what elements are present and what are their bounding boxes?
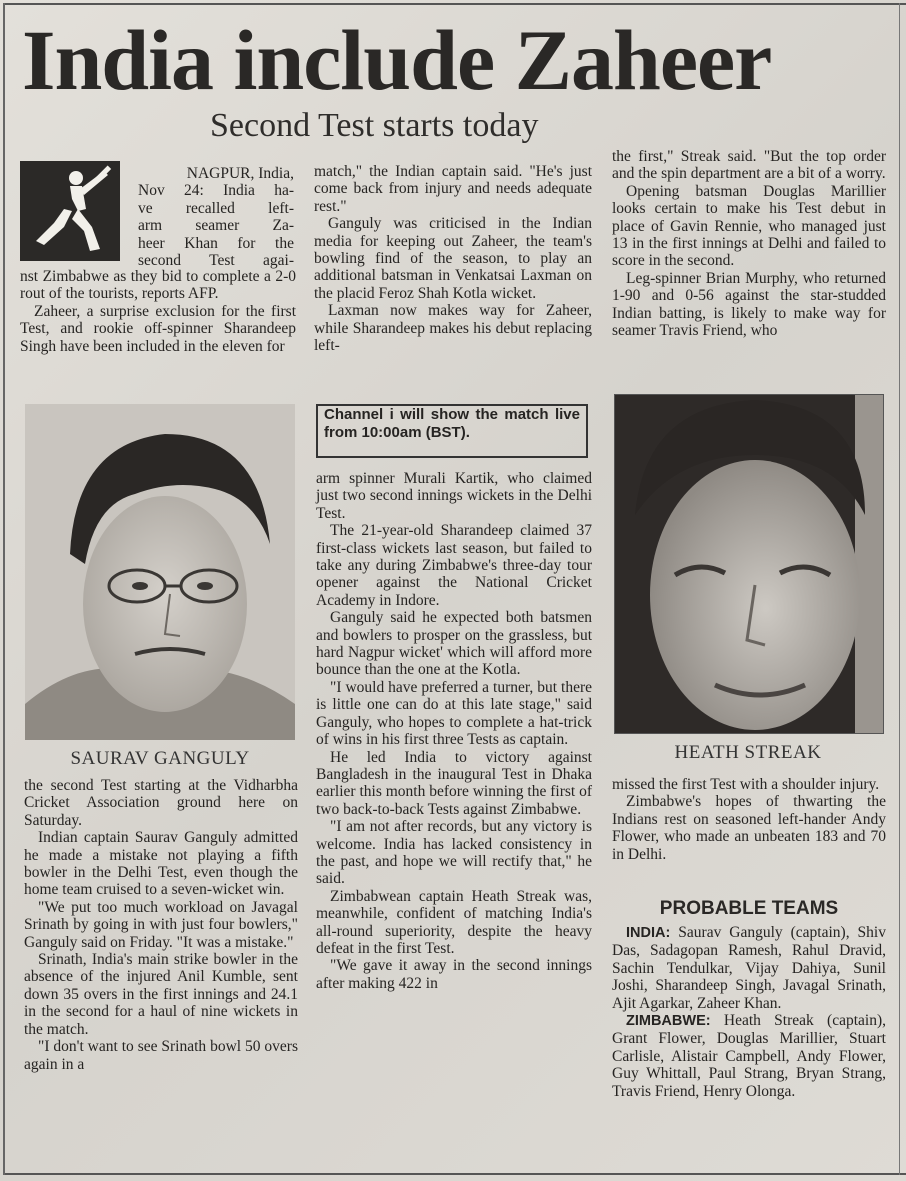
dateline-line: Nov 24: India ha- [138,182,294,200]
subheadline: Second Test starts today [210,107,539,144]
article-column-3-top [612,148,886,339]
team-players: Heath Streak (captain), Grant Flower, Douglas Marillier, Stuart Carlisle, Alistair Campbell, Andy Flower, Guy Whittall, Paul Strang, Bryan Strang, Travis Friend, Henry Olonga. [612,1012,887,1100]
bottom-border-rule [4,1173,906,1175]
photo-caption: HEATH STREAK [674,742,822,763]
article-column-3-bottom [612,776,886,863]
photo-caption: SAURAV GANGULY [70,748,250,769]
paragraph: He led India to victory against Bangladesh in the inaugural Test in Dhaka earlier this month before winning the first of two back-to-back Tests against Zimbabwe. [316,748,592,818]
left-border-rule [3,3,5,1175]
paragraph: match," the Indian captain said. "He's just come back from injury and needs adequate rest." [314,163,592,215]
paragraph: Indian captain Saurav Ganguly admitted he made a mistake not playing a fifth bowler in the Delhi Test, even though the home team cruised to a seven-wicket win. [24,829,298,899]
zimbabwe-team [612,1012,886,1100]
paragraph: nst Zimbabwe as they bid to complete a 2-0 rout of the tourists, reports AFP. [20,268,296,303]
paragraph: missed the first Test with a shoulder injury. [612,776,880,793]
paragraph: "We put too much workload on Javagal Srinath by going in with just four bowlers," Ganguly said on Friday. "It was a mistake." [24,898,298,951]
paragraph: "I would have preferred a turner, but there is little one can do at this late stage," said Ganguly, who hopes to complete a hat-trick of wins in his first three Tests as captain. [316,678,592,749]
article-column-2-top [314,163,592,354]
dateline-line: ve recalled left- [138,199,294,217]
team-label: ZIMBABWE: [626,1013,711,1030]
ganguly-photo [25,404,295,740]
paragraph: arm spinner Murali Kartik, who claimed just two second innings wickets in the Delhi Test. [316,470,592,522]
broadcast-info-box: Channel i will show the match live from 10:00am (BST). [316,404,588,458]
dateline-line: arm seamer Za- [138,217,294,235]
paragraph: "We gave it away in the second innings after making 422 in [316,957,592,992]
paragraph: Ganguly said he expected both batsmen and bowlers to prosper on the grassless, but hard Nagpur wicket' which will afford more bounce than the one at the Kotla. [316,609,592,679]
paragraph: Laxman now makes way for Zaheer, while Sharandeep makes his debut replacing left- [314,302,592,355]
article-column-2-bottom [316,470,592,992]
paragraph: the first," Streak said. "But the top order and the spin department are a bit of a worry. [612,148,886,183]
paragraph: the second Test starting at the Vidharbha Cricket Association ground here on Saturday. [24,777,298,829]
paragraph: Zaheer, a surprise exclusion for the first Test, and rookie off-spinner Sharandeep Singh have been included in the eleven for [20,302,296,355]
right-border-rule [899,3,900,1175]
dateline-lines [138,165,294,269]
probable-teams-heading: PROBABLE TEAMS [659,898,839,919]
paragraph: Opening batsman Douglas Marillier looks certain to make his Test debut in place of Gavin Rennie, who managed just 13 in the first innings at Delhi and failed to score in the second. [612,182,886,270]
paragraph: Srinath, India's main strike bowler in the absence of the injured Anil Kumble, sent down 35 overs in the first innings and 24.1 in the second for a haul of nine wickets in the match. [24,951,298,1038]
team-label: INDIA: [626,925,671,941]
india-team [612,924,886,1012]
paragraph: Zimbabwe's hopes of thwarting the Indians rest on seasoned left-hander Andy Flower, who made an unbeaten 183 and 70 in Delhi. [612,793,886,863]
probable-teams-list [612,924,886,1100]
streak-photo [614,394,884,734]
dateline-line: second Test agai- [138,252,294,270]
team-players: Saurav Ganguly (captain), Shiv Das, Sadagopan Ramesh, Rahul Dravid, Sachin Tendulkar, Vijay Dahiya, Sunil Joshi, Sharandeep Singh, Javagal Srinath, Ajit Agarkar, Zaheer Khan. [612,924,886,1012]
headline: India include Zaheer [22,12,772,108]
paragraph: Zimbabwean captain Heath Streak was, meanwhile, confident of matching India's all-round superiority, despite the heavy defeat in the first Test. [316,887,592,957]
cricket-batsman-icon [20,161,120,261]
paragraph: "I am not after records, but any victory is welcome. India has lacked consistency in the past, and hope we will rectify that," he said. [316,818,592,888]
article-column-1-top [20,268,296,355]
paragraph: "I don't want to see Srinath bowl 50 overs again in a [24,1038,298,1073]
paragraph: Ganguly was criticised in the Indian media for keeping out Zaheer, the team's bowling find of the season, to play an additional batsman in Venkatsai Laxman on the placid Feroz Shah Kotla wicket. [314,215,592,302]
top-border-rule [4,3,906,5]
article-column-1-bottom [24,777,298,1073]
dateline-line: NAGPUR, India, [186,165,294,182]
dateline-line: heer Khan for the [138,234,294,252]
paragraph: Leg-spinner Brian Murphy, who returned 1-90 and 0-56 against the star-studded Indian batting, is likely to make way for seamer Travis Friend, who [612,269,886,340]
paragraph: The 21-year-old Sharandeep claimed 37 first-class wickets last season, but failed to take any during Zimbabwe's three-day tour opener against the National Cricket Academy in Indore. [316,522,592,609]
